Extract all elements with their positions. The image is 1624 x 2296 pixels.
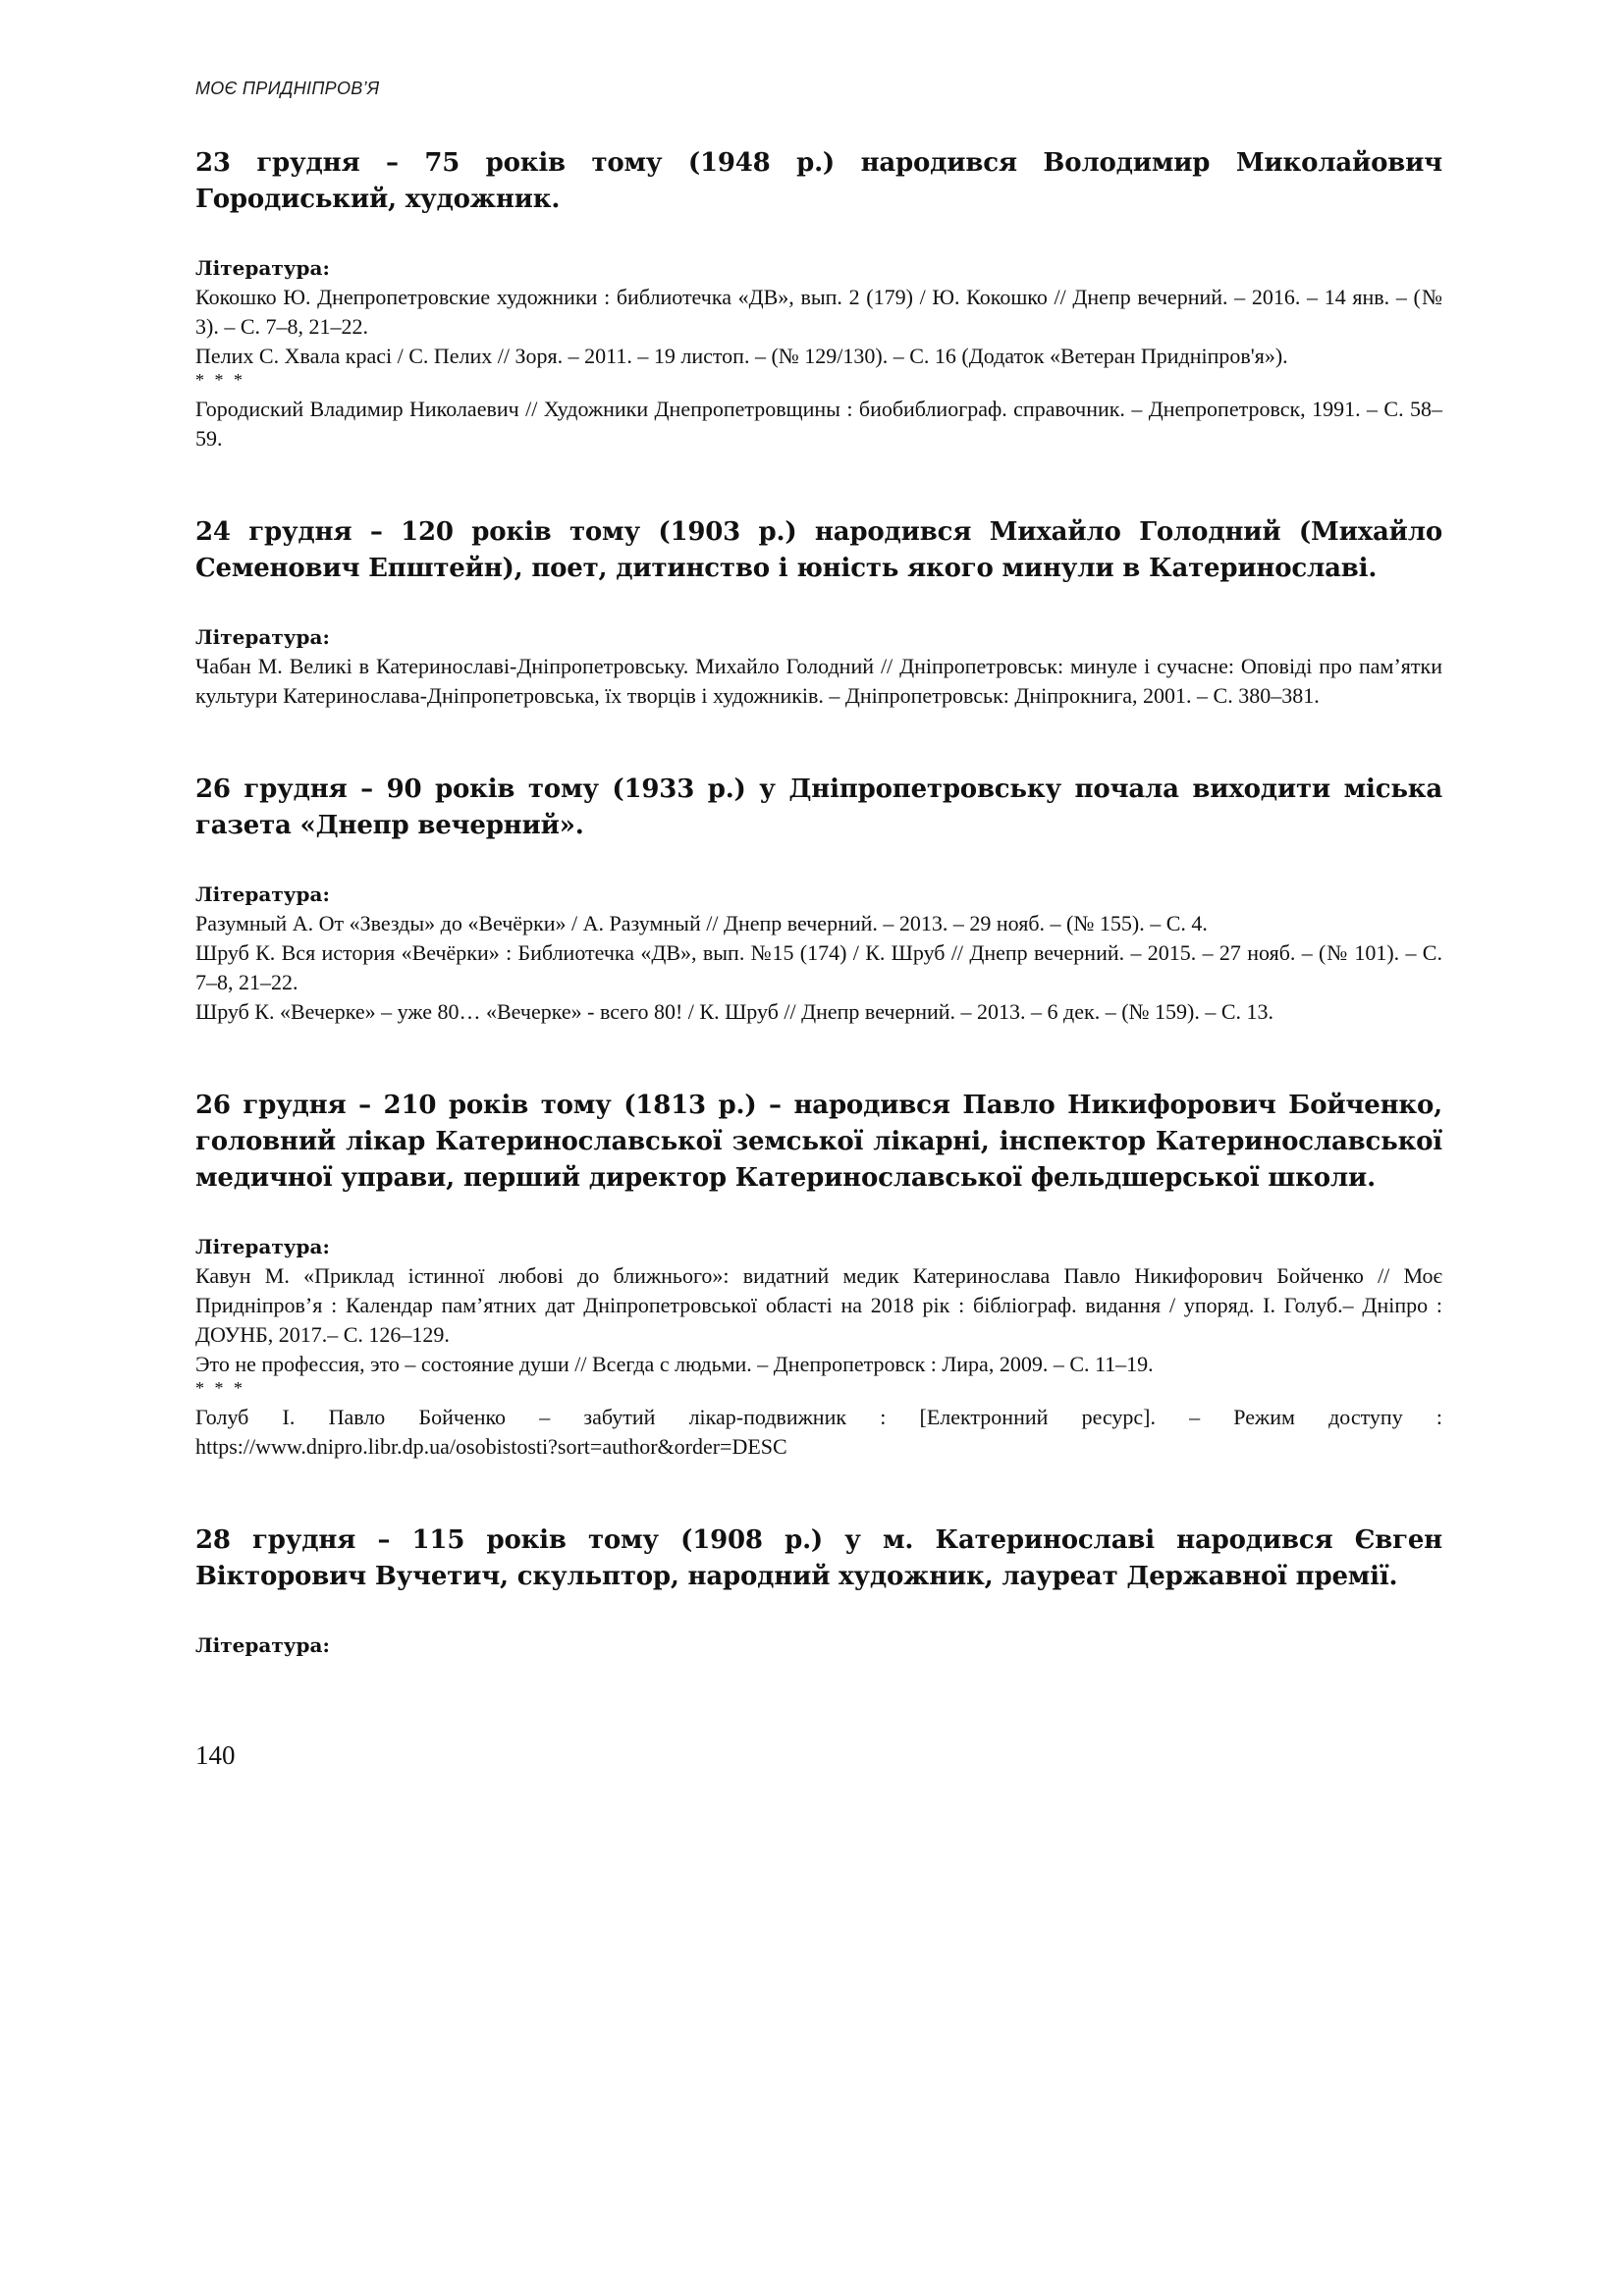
reference-item: Чабан М. Великі в Катеринославі-Дніпропетровську. Михайло Голодний // Дніпропетровськ: минуле і сучасне: Оповіді про пам’ятки культури Катеринослава-Дніпропетровська, їх творців і художників. – Дніпропетровськ: Дніпрокнига, 2001. – С. 380–381. <box>195 654 1442 708</box>
running-header: МОЄ ПРИДНІПРОВ’Я <box>195 79 380 98</box>
literature-label: Література: <box>195 625 330 649</box>
entry-title: 23 грудня – 75 років тому (1948 р.) народився Володимир Миколайович Городиський, художник. <box>195 148 1442 214</box>
reference-item: Шруб К. Вся история «Вечёрки» : Библиотечка «ДВ», вып. №15 (174) / К. Шруб // Днепр вечерний. – 2015. – 27 нояб. – (№ 101). – С. 7–8, 21–22. <box>195 940 1442 994</box>
reference-item: Голуб І. Павло Бойченко – забутий лікар-подвижник : [Електронний ресурс]. – Режим доступу : https://www.dnipro.libr.dp.ua/osobistosti?sort=author&order=DESC <box>195 1405 1442 1459</box>
separator-asterisks: * * * <box>195 1378 245 1398</box>
separator-asterisks: * * * <box>195 370 245 390</box>
entry-title: 24 грудня – 120 років тому (1903 р.) народився Михайло Голодний (Михайло Семенович Епштейн), поет, дитинство і юність якого минули в Катеринославі. <box>195 517 1442 583</box>
entry-title: 26 грудня – 210 років тому (1813 р.) – народився Павло Никифорович Бойченко, головний лікар Катеринославської земської лікарні, інспектор Катеринославської медичної управи, перший директор Катеринославської фельдшерської школи. <box>195 1091 1442 1193</box>
reference-item: Разумный А. От «Звезды» до «Вечёрки» / А. Разумный // Днепр вечерний. – 2013. – 29 нояб. – (№ 155). – С. 4. <box>195 911 1208 935</box>
entry-dnepr-vechernii <box>195 772 1442 1027</box>
literature-label: Література: <box>195 256 330 280</box>
entries-list <box>195 145 1442 1660</box>
entry-title: 28 грудня – 115 років тому (1908 р.) у м. Катеринославі народився Євген Вікторович Вучетич, скульптор, народний художник, лауреат Державної премії. <box>195 1525 1442 1591</box>
entry-vuchetych <box>195 1522 1442 1660</box>
reference-item: Кокошко Ю. Днепропетровские художники : библиотечка «ДВ», вып. 2 (179) / Ю. Кокошко // Днепр вечерний. – 2016. – 14 янв. – (№ 3). – С. 7–8, 21–22. <box>195 285 1442 339</box>
literature-label: Література: <box>195 1235 330 1258</box>
reference-item: Кавун М. «Приклад істинної любові до ближнього»: видатний медик Катеринослава Павло Никифорович Бойченко // Моє Придніпров’я : Календар пам’ятних дат Дніпропетровської області на 2018 рік : бібліограф. видання / упоряд. І. Голуб.– Дніпро : ДОУНБ, 2017.– С. 126–129. <box>195 1263 1442 1347</box>
reference-item: Городиский Владимир Николаевич // Художники Днепропетровщины : биобиблиограф. справочник. – Днепропетровск, 1991. – С. 58–59. <box>195 397 1442 451</box>
literature-label: Література: <box>195 882 330 906</box>
entry-boichenko <box>195 1088 1442 1462</box>
literature-label: Література: <box>195 1633 330 1657</box>
page-number: 140 <box>195 1740 236 1770</box>
entry-gorodyskyi <box>195 145 1442 454</box>
entry-holodnyi <box>195 514 1442 711</box>
reference-item: Пелих С. Хвала красі / С. Пелих // Зоря. – 2011. – 19 листоп. – (№ 129/130). – С. 16 (Додаток «Ветеран Придніпров'я»). <box>195 344 1288 368</box>
entry-title: 26 грудня – 90 років тому (1933 р.) у Дніпропетровську почала виходити міська газета «Днепр вечерний». <box>195 774 1442 840</box>
reference-item: Шруб К. «Вечерке» – уже 80… «Вечерке» - всего 80! / К. Шруб // Днепр вечерний. – 2013. – 6 дек. – (№ 159). – С. 13. <box>195 999 1274 1024</box>
reference-item: Это не профессия, это – состояние души // Всегда с людьми. – Днепропетровск : Лира, 2009. – С. 11–19. <box>195 1352 1154 1376</box>
